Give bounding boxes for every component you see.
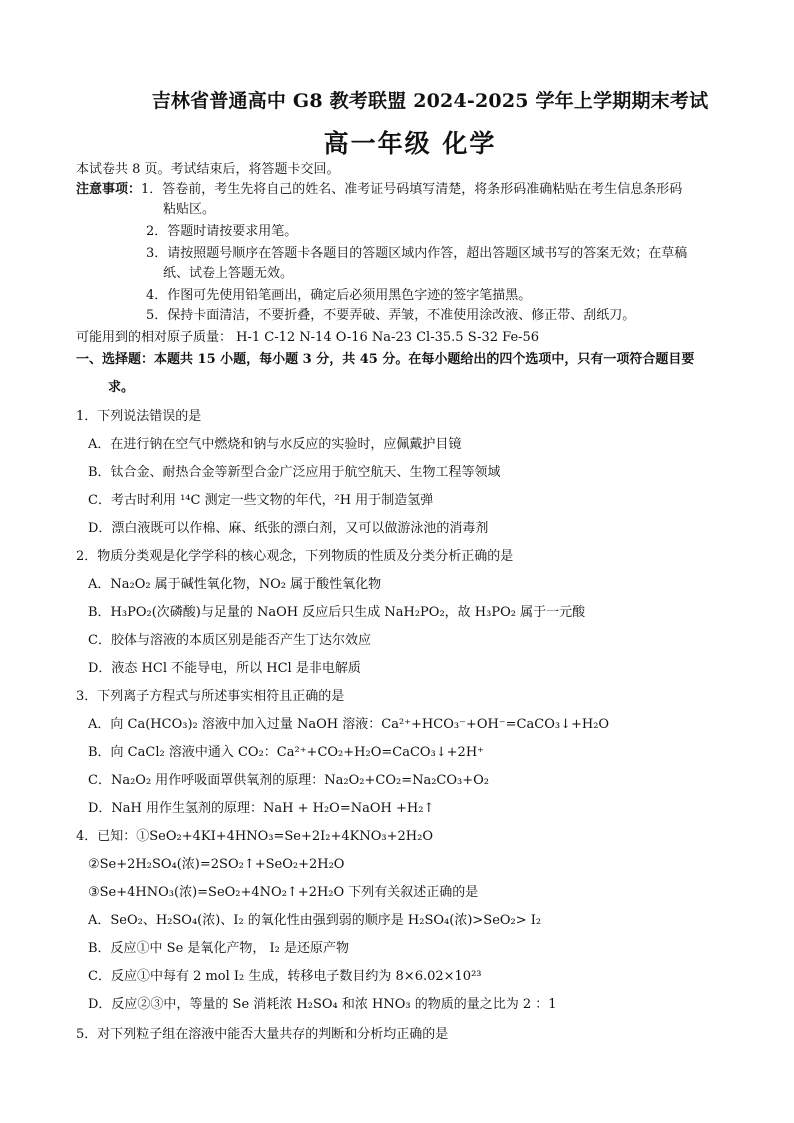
exam-title: 吉林省普通高中 G8 教考联盟 2024-2025 学年上学期期末考试: [151, 90, 709, 112]
notice-item-1: 1．答卷前，考生先将自己的姓名、准考证号码填写清楚，将条形码准确粘贴在考生信息条形码: [141, 182, 683, 197]
q4-equation-2: ②Se+2H₂SO₄(浓)=2SO₂↑+SeO₂+2H₂O: [88, 857, 345, 872]
notice-item-2: 2．答题时请按要求用笔。: [146, 224, 298, 239]
q4-equation-3: ③Se+4HNO₃(浓)=SeO₂+4NO₂↑+2H₂O 下列有关叙述正确的是: [88, 885, 479, 900]
notice-item-3-cont: 纸、试卷上答题无效。: [163, 266, 294, 281]
q3-option-c: C．Na₂O₂ 用作呼吸面罩供氧剂的原理：Na₂O₂+CO₂=Na₂CO₃+O₂: [88, 773, 490, 788]
q1-option-b: B．钛合金、耐热合金等新型合金广泛应用于航空航天、生物工程等领域: [88, 465, 501, 480]
q1-option-d: D．漂白液既可以作棉、麻、纸张的漂白剂，又可以做游泳池的消毒剂: [88, 521, 489, 536]
q3-stem: 3．下列离子方程式与所述事实相符且正确的是: [76, 689, 345, 704]
q2-option-c: C．胶体与溶液的本质区别是能否产生丁达尔效应: [88, 633, 371, 648]
q1-option-c: C．考古时利用 ¹⁴C 测定一些文物的年代，²H 用于制造氢弹: [88, 493, 434, 508]
notice-item-4: 4．作图可先使用铅笔画出，确定后必须用黑色字迹的签字笔描黑。: [146, 288, 532, 303]
q1-option-a: A．在进行钠在空气中燃烧和钠与水反应的实验时，应佩戴护目镜: [88, 437, 462, 452]
notice-item-1-cont: 粘贴区。: [163, 202, 216, 217]
notice-item-3: 3．请按照题号顺序在答题卡各题目的答题区域内作答，超出答题区域书写的答案无效；在草稿: [146, 246, 688, 261]
q4-option-c: C．反应①中每有 2 mol I₂ 生成，转移电子数目约为 8×6.02×10²³: [88, 969, 482, 984]
section-heading: 一、选择题：本题共 15 小题，每小题 3 分，共 45 分。在每小题给出的四个选项中，只有一项符合题目要: [76, 352, 695, 367]
q3-option-d: D．NaH 用作生氢剂的原理：NaH + H₂O=NaOH +H₂↑: [88, 801, 435, 816]
q1-stem: 1．下列说法错误的是: [76, 409, 202, 424]
q3-option-b: B．向 CaCl₂ 溶液中通入 CO₂：Ca²⁺+CO₂+H₂O=CaCO₃↓+2H⁺: [88, 745, 485, 760]
q3-option-a: A．向 Ca(HCO₃)₂ 溶液中加入过量 NaOH 溶液：Ca²⁺+HCO₃⁻+OH⁻=CaCO₃↓+H₂O: [88, 717, 610, 732]
q4-option-b: B．反应①中 Se 是氧化产物， I₂ 是还原产物: [88, 941, 350, 956]
q4-option-a: A．SeO₂、H₂SO₄(浓)、I₂ 的氧化性由强到弱的顺序是 H₂SO₄(浓)>SeO₂> I₂: [88, 913, 542, 928]
notice-line-1: [76, 180, 682, 200]
q4-option-d: D．反应②③中，等量的 Se 消耗浓 H₂SO₄ 和浓 HNO₃ 的物质的量之比为 2 ：1: [88, 997, 557, 1012]
notice-item-5: 5．保持卡面清洁，不要折叠，不要弄破、弄皱，不准使用涂改液、修正带、刮纸刀。: [146, 308, 636, 323]
section-heading-cont: 求。: [108, 380, 135, 395]
q2-option-d: D．液态 HCl 不能导电，所以 HCl 是非电解质: [88, 661, 361, 676]
q2-option-a: A．Na₂O₂ 属于碱性氧化物，NO₂ 属于酸性氧化物: [88, 577, 382, 592]
q5-stem: 5．对下列粒子组在溶液中能否大量共存的判断和分析均正确的是: [76, 1027, 449, 1042]
intro-text: 本试卷共 8 页。考试结束后，将答题卡交回。: [76, 162, 340, 177]
notice-label: 注意事项：: [76, 182, 142, 197]
atomic-masses: 可能用到的相对原子质量： H-1 C-12 N-14 O-16 Na-23 Cl-35.5 S-32 Fe-56: [76, 330, 540, 345]
q4-stem: 4．已知：①SeO₂+4KI+4HNO₃=Se+2I₂+4KNO₃+2H₂O: [76, 829, 433, 844]
q2-stem: 2．物质分类观是化学学科的核心观念，下列物质的性质及分类分析正确的是: [76, 549, 514, 564]
q2-option-b: B．H₃PO₂(次磷酸)与足量的 NaOH 反应后只生成 NaH₂PO₂，故 H₃PO₂ 属于一元酸: [88, 605, 586, 620]
exam-subject-title: 高一年级 化学: [323, 129, 497, 158]
